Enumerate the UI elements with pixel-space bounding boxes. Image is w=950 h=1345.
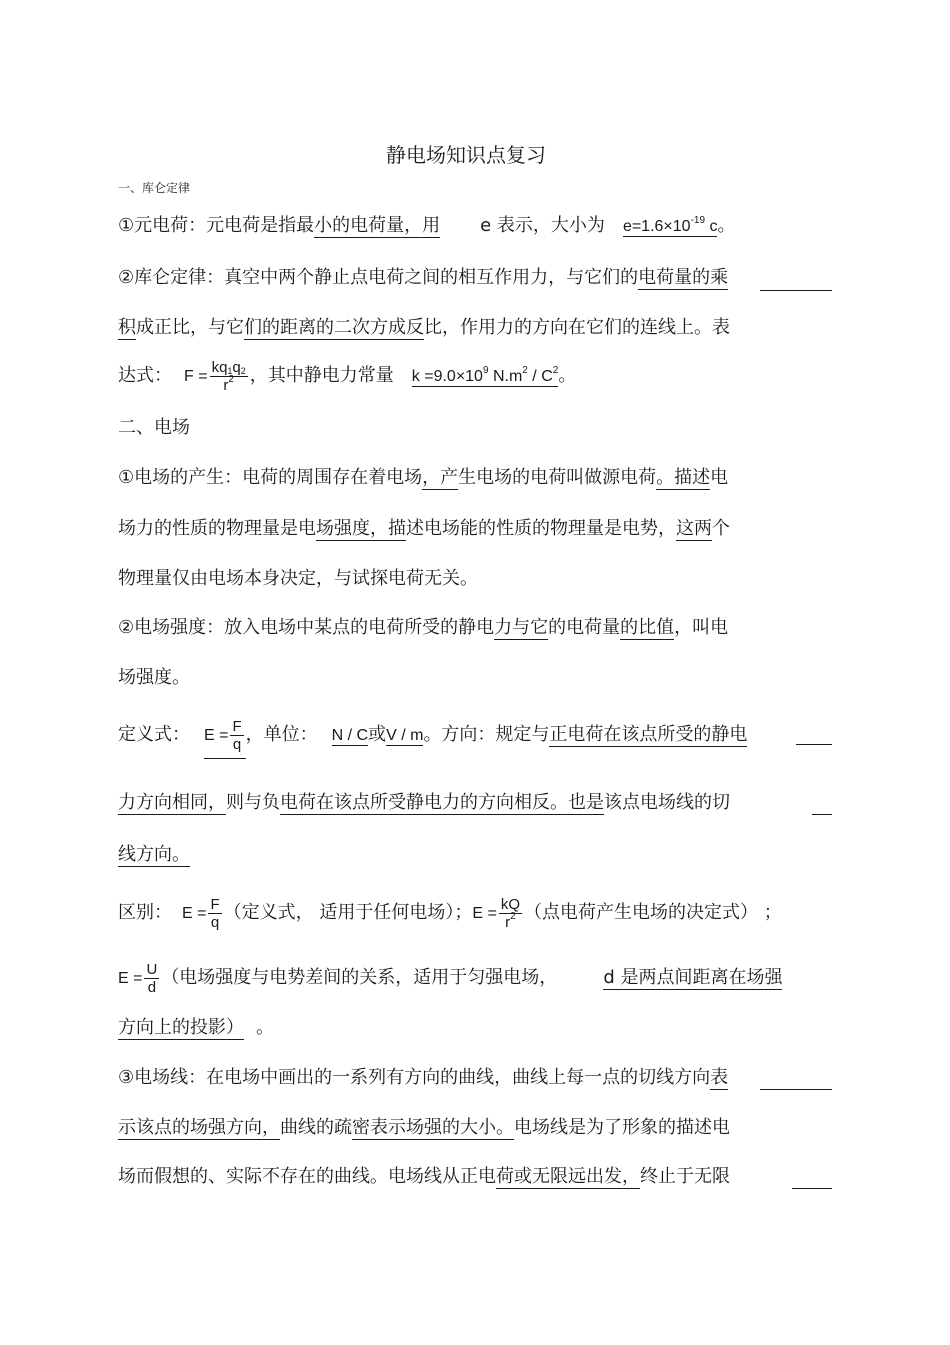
fill-in-line xyxy=(812,814,832,815)
underlined-text: 电荷量的乘 xyxy=(638,267,729,288)
direction-line: 力方向相同，则与负电荷在该点所受静电力的方向相反。也是该点电场线的切 xyxy=(118,792,730,813)
fill-in-line xyxy=(792,1188,832,1189)
field-strength-line-2: 场强度。 xyxy=(118,667,190,688)
field-origin-line-3: 物理量仅由电场本身决定，与试探电荷无关。 xyxy=(118,568,478,589)
section-heading-coulomb: 一、库仑定律 xyxy=(118,181,191,195)
coulomb-formula-line: 达式： F = $\frac{kq_1q_2}{r^2}$ ，其中静电力常量 $k =9.0\times 10^9$ $N.m^2 / C^2$。 xyxy=(118,358,577,394)
distinction-line-3: 方向上的投影） 。 xyxy=(118,1017,274,1038)
text: 比，作用力的方向在它们的连线上。表 xyxy=(424,317,730,338)
distinction-line-2: E = $\frac{U}{d}$ （电场强度与电势差间的关系，适用于匀强电场， d 是两点间距离在场强 xyxy=(118,960,783,996)
fraction-kq-over-r2: $\frac{kQ}{r^2}$ xyxy=(500,895,521,931)
field-lines-line-1: ③电场线：在电场中画出的一系列有方向的曲线，曲线上每一点的切线方向表 xyxy=(118,1067,729,1088)
text: ，其中静电力常量 xyxy=(249,365,394,386)
fill-in-line xyxy=(760,290,832,291)
coulomb-law-line-2 xyxy=(118,316,730,340)
text: ①元电荷：元电荷是指最 xyxy=(118,215,315,236)
coulomb-fraction: $\frac{kq_1q_2}{r^2}$ xyxy=(211,358,246,394)
fraction-f-over-q: $\frac{F}{q}$ xyxy=(210,895,220,931)
text: 成正比，与它 xyxy=(136,317,244,338)
text: ②库仑定律：真空中两个静止点电荷之间的相互作用力，与它们的 xyxy=(118,267,639,288)
definition-formula-line: 定义式： E = $\frac{F}{q}$ ，单位： N / C或V / m。方向：规定与正电荷在该点所受的静电 xyxy=(118,714,747,759)
field-lines-line-3: 场而假想的、实际不存在的曲线。电场线从正电荷或无限远出发，终止于无限 xyxy=(118,1166,730,1187)
unit-n-per-c: N / C xyxy=(331,727,369,744)
field-origin-line-1: ①电场的产生：电荷的周围存在着电场，产生电场的电荷叫做源电荷。描述电 xyxy=(118,467,729,488)
underlined-text: 小的电荷量，用 xyxy=(314,215,441,236)
text: e 表示，大小为 xyxy=(480,215,605,236)
field-strength-line-1: ②电场强度：放入电场中某点的电荷所受的静电力与它的电荷量的比值，叫电 xyxy=(118,617,729,638)
underlined-text: 积 xyxy=(118,317,136,338)
fill-in-line xyxy=(760,1089,832,1090)
coulomb-law-line-1 xyxy=(118,266,728,290)
fraction-u-over-d: $\frac{U}{d}$ xyxy=(146,960,158,996)
field-origin-line-2: 场力的性质的物理量是电场强度，描述电场能的性质的物理量是电势，这两个 xyxy=(118,518,730,539)
page-title: 静电场知识点复习 xyxy=(386,143,546,167)
elementary-charge-value: $e=1.6\times 10^{-19}$ c xyxy=(622,215,718,235)
direction-line-2: 线方向。 xyxy=(118,844,190,865)
coulomb-constant: $k =9.0\times 10^9$ $N.m^2 / C^2$ xyxy=(411,365,559,385)
fill-in-line xyxy=(796,744,832,745)
section-heading-electric-field: 二、电场 xyxy=(118,417,190,438)
field-lines-line-2: 示该点的场强方向，曲线的疏密表示场强的大小。电场线是为了形象的描述电 xyxy=(118,1117,730,1138)
formula-lhs: F = xyxy=(184,368,208,385)
underlined-text: 们的距离的二次方成反 xyxy=(244,317,424,338)
distinction-line-1: 区别： E = $\frac{F}{q}$ （定义式， 适用于任何电场）；E = $\frac{kQ}{r^2}$ （点电荷产生电场的决定式） ； xyxy=(118,895,782,931)
text: 达式： xyxy=(118,365,172,386)
unit-v-per-m: V / m xyxy=(386,727,424,744)
definition-formula: E = $\frac{F}{q}$ xyxy=(204,715,246,759)
elementary-charge-line: ①元电荷：元电荷是指最小的电荷量，用 e 表示，大小为 $e=1.6\times 10^{-19}$ c。 xyxy=(118,215,736,236)
